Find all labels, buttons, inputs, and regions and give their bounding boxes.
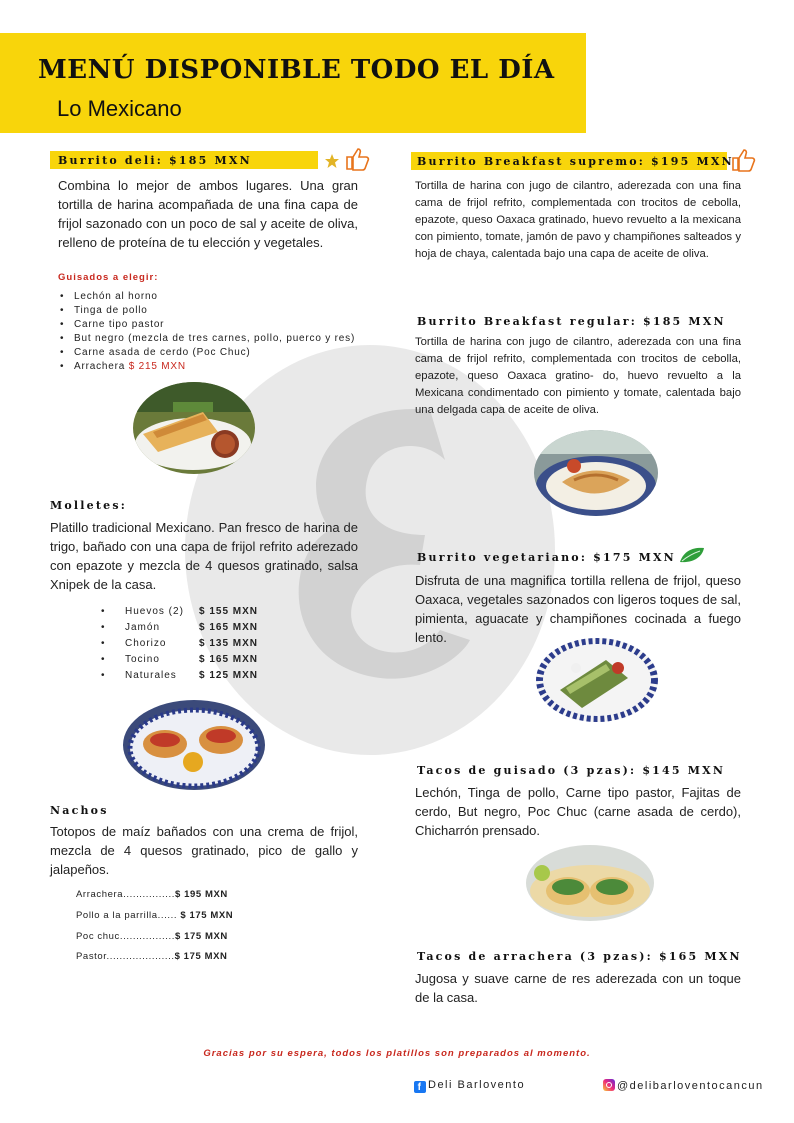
dish-vegetariano-title: Burrito vegetariano: $175 MXN — [417, 551, 676, 564]
thumbs-up-icon — [730, 147, 756, 173]
facebook-handle: Deli Barlovento — [428, 1079, 526, 1091]
dish-bf-supremo-description: Tortilla de harina con jugo de cilantro, aderezada con una fina cama de frijol refrito, complementada con trocitos de cebolla, epazote, queso Oaxaca gratinado, huevo revuelto a la mexicana con pimiento, tomate, jamón de pavo y champiñones salteados y hoja de chaya, calentada bajo una capa de aceite de oliva. — [415, 180, 741, 260]
tacos-photo — [526, 845, 654, 921]
page-subtitle: Lo Mexicano — [57, 96, 182, 121]
instagram-handle: @delibarloventocancun — [617, 1080, 764, 1092]
instagram-icon — [603, 1079, 615, 1091]
dish-tacos-guisado-title: Tacos de guisado (3 pzas): $145 MXN — [417, 764, 726, 777]
list-item: • Lechón al horno — [58, 290, 355, 304]
guisados-list — [58, 290, 355, 374]
option-row: Poc chuc.................$ 175 MXN — [76, 931, 228, 942]
facebook-link[interactable] — [414, 1079, 525, 1093]
list-item: • Tinga de pollo — [58, 304, 355, 318]
leaf-icon — [678, 546, 706, 564]
page-title: MENÚ DISPONIBLE TODO EL DÍA — [38, 55, 555, 85]
footer-note: Gracias por su espera, todos los platillos son preparados al momento. — [203, 1048, 591, 1059]
option-row: Pastor.....................$ 175 MXN — [76, 951, 228, 962]
dish-burrito-deli-title: Burrito deli: $185 MXN — [58, 154, 252, 167]
arrachera-price: $ 215 MXN — [128, 361, 186, 372]
option-row: Arrachera................$ 195 MXN — [76, 889, 228, 900]
list-item — [58, 360, 355, 374]
guisados-label: Guisados a elegir: — [58, 272, 159, 283]
molletes-photo — [123, 700, 265, 790]
dish-nachos-title: Nachos — [50, 804, 109, 817]
facebook-icon: f — [414, 1081, 426, 1093]
dish-bf-supremo-title: Burrito Breakfast supremo: $195 MXN — [417, 155, 734, 168]
dish-tacos-guisado-description: Lechón, Tinga de pollo, Carne tipo pastor, Fajitas de cerdo, But negro, Poc Chuc (carne asada de cerdo), Chicharrón prensado. — [415, 785, 741, 838]
list-item: • Carne asada de cerdo (Poc Chuc) — [58, 346, 355, 360]
dish-vegetariano-description: Disfruta de una magnifica tortilla rellena de frijol, queso Oaxaca, vegetales sazonados con ligeros toques de sal, pimienta, aguacate y champiñones cocinada a fuego lento. — [415, 573, 741, 645]
arrachera-label: Arrachera — [74, 361, 126, 372]
list-item: • Carne tipo pastor — [58, 318, 355, 332]
star-icon — [324, 153, 340, 169]
option-row: Pollo a la parrilla...... $ 175 MXN — [76, 910, 234, 921]
dish-bf-regular-title: Burrito Breakfast regular: $185 MXN — [417, 315, 726, 328]
burrito-deli-photo — [133, 382, 255, 474]
header-banner — [0, 33, 586, 133]
breakfast-burrito-photo — [534, 430, 658, 516]
list-item: • But negro (mezcla de tres carnes, pollo, puerco y res) — [58, 332, 355, 346]
dish-tacos-arrachera-description: Jugosa y suave carne de res aderezada con un toque de la casa. — [415, 971, 741, 1005]
dish-bf-regular-description: Tortilla de harina con jugo de cilantro, aderezada con una fina cama de frijol refrito, complementada con trocitos de cebolla, epazote, queso Oaxaca gratino- do, huevo revuelto a la Mexicana condimentado con pimiento y tomate, calentada bajo una delgada capa de aceite de oliva. — [415, 336, 741, 416]
dish-nachos-description: Totopos de maíz bañados con una crema de frijol, mezcla de 4 quesos gratinado, pico de gallo y jalapeños. — [50, 824, 358, 877]
thumbs-up-icon — [344, 146, 370, 172]
instagram-link[interactable] — [603, 1079, 764, 1092]
dish-burrito-deli-description: Combina lo mejor de ambos lugares. Una gran tortilla de harina acompañada de una fina capa de frijol sazonado con un poco de sal y aceite de oliva, relleno de proteína de tu elección y vegetales. — [58, 178, 358, 250]
dish-molletes-description: Platillo tradicional Mexicano. Pan fresco de harina de trigo, bañado con una capa de frijol refrito aderezado con epazote y mezcla de 4 quesos gratinado, salsa Xnipek de la casa. — [50, 520, 358, 592]
dish-molletes-title: Molletes: — [50, 499, 128, 512]
vegetarian-burrito-photo — [536, 638, 658, 722]
dish-tacos-arrachera-title: Tacos de arrachera (3 pzas): $165 MXN — [417, 950, 742, 963]
